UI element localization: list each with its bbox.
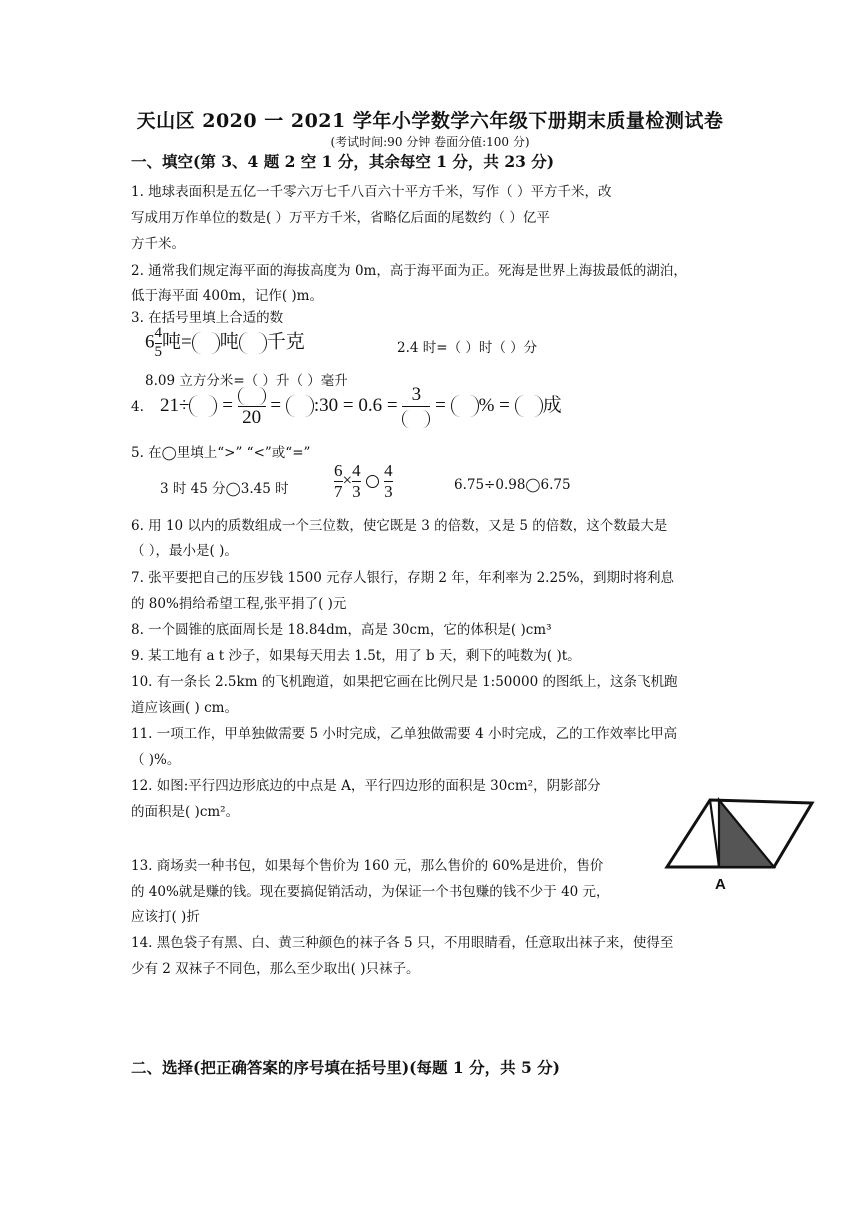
exam-subtitle: (考试时间:90 分钟 卷面分值:100 分) xyxy=(330,135,530,149)
cheng-unit: 成 xyxy=(542,394,562,416)
question-4-number: 4. xyxy=(131,399,144,415)
fraction-denominator: 7 xyxy=(334,481,343,501)
fraction-denominator: 20 xyxy=(242,406,262,428)
question-2-line-1: 2. 通常我们规定海平面的海拔高度为 0m，高于海平面为正。死海是世界上海拔最低的湖泊， xyxy=(131,263,687,279)
question-7-line-2: 的 80%捐给希望工程,张平捐了( )元 xyxy=(131,596,347,612)
answer-blank xyxy=(239,332,267,354)
mixed-fraction-numerator: 4 xyxy=(154,325,162,341)
question-4-equation: 21÷ = 20 = :30 = 0.6 = 3 = % = 成 xyxy=(160,384,562,428)
fraction xyxy=(384,462,393,501)
question-7-line-1: 7. 张平要把自己的压岁钱 1500 元存人银行，存期 2 年，年利率为 2.25%，到期时将利息 xyxy=(131,570,674,586)
question-5-line-1: 5. 在◯里填上“>” “<”或“=” xyxy=(131,445,311,461)
fraction-denominator: 3 xyxy=(384,481,393,501)
triangle-edge xyxy=(710,800,719,867)
question-2-line-2: 低于海平面 400m，记作( )m。 xyxy=(131,288,323,304)
answer-blank xyxy=(515,395,543,417)
question-3-line-3: 8.09 立方分米=（ ）升（ ）毫升 xyxy=(145,373,348,389)
answer-blank xyxy=(286,395,314,417)
fraction-3-over-blank xyxy=(402,385,430,428)
question-3-line-1: 3. 在括号里填上合适的数 xyxy=(131,310,284,326)
answer-blank xyxy=(451,395,479,417)
question-12-line-1: 12. 如图:平行四边形底边的中点是 A，平行四边形的面积是 30cm²，阴影部分 xyxy=(131,778,601,794)
compare-circle xyxy=(366,475,379,488)
question-10-line-2: 道应该画( ) cm。 xyxy=(131,700,238,716)
kg-unit: 千克 xyxy=(266,331,305,353)
shaded-triangle xyxy=(719,800,774,867)
question-5-compare-1: 3 时 45 分◯3.45 时 xyxy=(160,481,289,497)
fraction-denominator: 3 xyxy=(352,481,361,501)
answer-blank xyxy=(189,395,217,417)
question-6-line-1: 6. 用 10 以内的质数组成一个三位数，使它既是 3 的倍数，又是 5 的倍数，这个数最大是 xyxy=(131,518,668,534)
fraction-numerator: 4 xyxy=(384,461,393,480)
fraction-blank-over-20 xyxy=(238,385,266,428)
fraction xyxy=(352,462,361,501)
mixed-fraction-denominator: 5 xyxy=(154,343,162,360)
section-heading-fill-in: 一、填空(第 3、4 题 2 空 1 分，其余每空 1 分，共 23 分) xyxy=(131,152,555,171)
answer-blank xyxy=(192,332,220,354)
answer-blank xyxy=(238,387,266,405)
question-13-line-3: 应该打( )折 xyxy=(131,909,200,925)
question-10-line-1: 10. 有一条长 2.5km 的飞机跑道，如果把它画在比例尺是 1:50000 的图纸上，这条飞机跑 xyxy=(131,674,678,690)
question-8: 8. 一个圆锥的底面周长是 18.84dm，高是 30cm，它的体积是( )cm³ xyxy=(131,622,552,638)
fraction-numerator: 3 xyxy=(411,384,422,405)
question-1-line-1: 1. 地球表面积是五亿一千零六万七千八百六十平方千米，写作（ ）平方千米，改 xyxy=(131,184,612,200)
fraction xyxy=(334,462,343,501)
fraction-numerator: 4 xyxy=(352,461,361,480)
question-12-line-2: 的面积是( )cm²。 xyxy=(131,804,240,820)
fraction-numerator: 6 xyxy=(334,461,343,480)
question-9: 9. 某工地有 a t 沙子，如果每天用去 1.5t，用了 b 天，剩下的吨数为( )t。 xyxy=(131,648,581,664)
question-3-mixed-number-expression: 6 $\frac{4}{5}$ 吨= 吨 千克 xyxy=(145,325,305,360)
ton-unit: 吨 xyxy=(162,331,182,353)
question-5-compare-3: 6.75÷0.98◯6.75 xyxy=(454,477,571,493)
question-13-line-2: 的 40%就是赚的钱。现在要搞促销活动，为保证一个书包赚的钱不少于 40 元， xyxy=(131,884,610,900)
question-11-line-1: 11. 一项工作，甲单独做需要 5 小时完成，乙单独做需要 4 小时完成，乙的工作效率比甲高 xyxy=(131,726,678,742)
question-14-line-1: 14. 黑色袋子有黑、白、黄三种颜色的袜子各 5 只，不用眼睛看，任意取出袜子来，使得至 xyxy=(131,935,674,951)
point-a-label: A xyxy=(715,876,726,893)
ton-unit-2: 吨 xyxy=(219,331,239,353)
question-5-compare-2: $\frac{6}{7}$ × $\frac{4}{3}$ $\frac{4}{3}$ xyxy=(334,461,393,501)
exam-title: 天山区 2020 一 2021 学年小学数学六年级下册期末质量检测试卷 xyxy=(136,110,724,132)
mixed-fraction xyxy=(155,326,163,361)
percent-sign: % xyxy=(478,394,495,416)
ratio-part: :30 = 0.6 = xyxy=(313,394,398,416)
question-1-line-2: 写成用万作单位的数是( ）万平方千米，省略亿后面的尾数约（ ）亿平 xyxy=(131,210,550,226)
answer-blank xyxy=(402,410,430,428)
question-6-line-2: （ ），最小是( )。 xyxy=(131,543,238,559)
question-11-line-2: （ )%。 xyxy=(131,752,181,768)
equation-division: 21÷ xyxy=(160,394,190,416)
parallelogram-figure xyxy=(662,795,822,893)
question-14-line-2: 少有 2 双袜子不同色，那么至少取出( )只袜子。 xyxy=(131,961,420,977)
mixed-whole: 6 xyxy=(145,331,155,353)
section-heading-multiple-choice: 二、选择(把正确答案的序号填在括号里)(每题 1 分，共 5 分) xyxy=(131,1058,560,1077)
question-3-hours-part: 2.4 时=（ ）时（ ）分 xyxy=(397,340,538,356)
question-13-line-1: 13. 商场卖一种书包，如果每个售价为 160 元，那么售价的 60%是进价，售价 xyxy=(131,858,604,874)
question-1-line-3: 方千米。 xyxy=(131,236,185,252)
